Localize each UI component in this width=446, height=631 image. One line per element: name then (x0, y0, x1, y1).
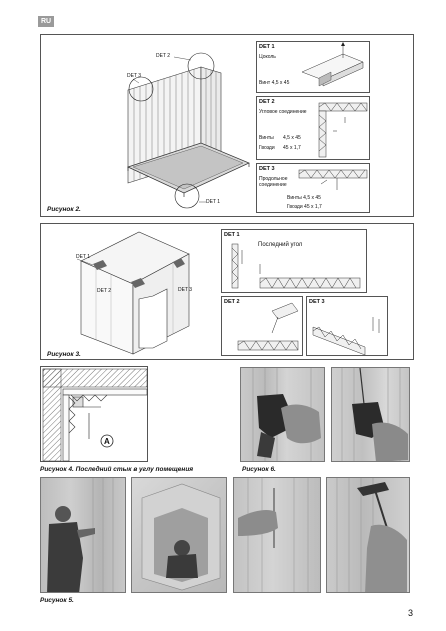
fig2-det2-screw-value: 4,5 x 45 (283, 135, 301, 141)
language-badge: RU (38, 16, 54, 27)
figure-6-photo-right (331, 367, 410, 462)
figure-5-photo-1 (40, 477, 126, 593)
fig4-marker-a: A (104, 437, 110, 446)
fig2-det1-box (256, 41, 370, 93)
figure-5-caption: Рисунок 5. (40, 597, 74, 604)
fig3-det2-drawing (222, 297, 303, 356)
fig3-det1-drawing (222, 230, 367, 293)
fig3-callout-det3: DET 3 (178, 287, 193, 293)
fig3-det1-box (221, 229, 367, 293)
fig2-det3-nail: Гвозди 45 x 1,7 (287, 204, 322, 210)
figure-3-caption: Рисунок 3. (47, 351, 81, 358)
fig3-det1-title: DET 1 (224, 232, 240, 238)
last-corner-joint-drawing (41, 367, 149, 463)
figure-6-caption: Рисунок 6. (242, 466, 276, 473)
fig2-det2-subtitle: Угловое соединение (259, 109, 307, 115)
figure-5-photo-4 (326, 477, 410, 593)
fig3-callout-det1: DET 1 (76, 254, 91, 260)
fig2-callout-det1: DET 1 (206, 199, 221, 205)
fig2-det3-subtitle-1: Продольное (259, 176, 288, 182)
fig2-callout-det2: DET 2 (156, 53, 171, 59)
fig3-callout-det2: DET 2 (97, 288, 112, 294)
fig2-det1-subtitle: Цоколь (259, 54, 276, 60)
fig2-det2-nail-value: 45 x 1,7 (283, 145, 301, 151)
figure-5-photo-3 (233, 477, 321, 593)
fig2-det2-title: DET 2 (259, 99, 275, 105)
fig2-callout-det3: DET 3 (127, 73, 142, 79)
figure-6-photo-left (240, 367, 325, 462)
fig3-det1-note: Последний угол (258, 242, 303, 248)
figure-4-frame (40, 366, 148, 462)
figure-2-caption: Рисунок 2. (47, 206, 81, 213)
figure-5-photo-2 (131, 477, 227, 593)
fig3-det2-box (221, 296, 303, 356)
fig2-det3-box (256, 163, 370, 213)
fig2-det3-title: DET 3 (259, 166, 275, 172)
fig2-det3-subtitle-2: соединение (259, 182, 287, 188)
figure-2-frame (40, 34, 414, 217)
fig2-det3-screw: Винты 4,5 x 45 (287, 195, 321, 201)
fig3-det3-drawing (307, 297, 388, 356)
figure-4-caption: Рисунок 4. Последний стык в углу помещения (40, 466, 194, 473)
fig3-det3-box (306, 296, 388, 356)
fig2-det2-nail-label: Гвозди (259, 145, 275, 151)
fig3-det2-title: DET 2 (224, 299, 240, 305)
page-number: 3 (408, 608, 414, 618)
figure-3-frame (40, 223, 414, 360)
fig3-det3-title: DET 3 (309, 299, 325, 305)
fig2-det1-screw: Винт 4,5 x 45 (259, 80, 290, 86)
fig2-det2-box (256, 96, 370, 160)
fig2-det2-screw-label: Винты (259, 135, 274, 141)
fig2-det1-title: DET 1 (259, 44, 275, 50)
